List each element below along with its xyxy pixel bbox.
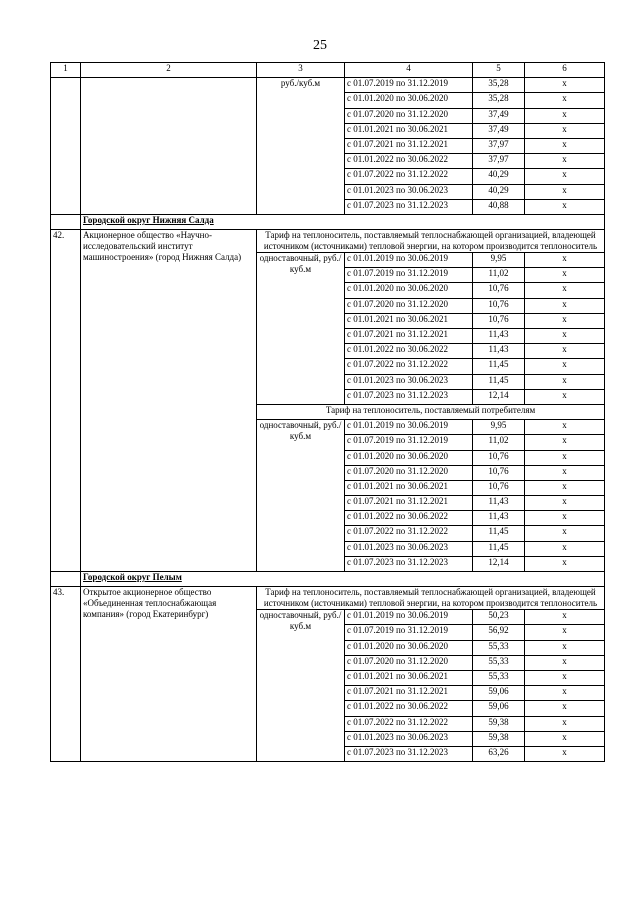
tariff-period: с 01.01.2023 по 30.06.2023 xyxy=(345,374,473,389)
tariff-value: 56,92 xyxy=(473,625,525,640)
tariff-mark: х xyxy=(525,253,605,268)
tariff-period: с 01.07.2021 по 31.12.2021 xyxy=(345,496,473,511)
tariff-period: с 01.07.2023 по 31.12.2023 xyxy=(345,746,473,761)
column-number: 5 xyxy=(473,63,525,78)
tariff-mark: х xyxy=(525,701,605,716)
tariff-value: 50,23 xyxy=(473,610,525,625)
tariff-value: 35,28 xyxy=(473,93,525,108)
tariff-period: с 01.07.2020 по 31.12.2020 xyxy=(345,298,473,313)
tariff-mark: х xyxy=(525,169,605,184)
tariff-header: Тариф на теплоноситель, поставляемый потребителям xyxy=(257,404,605,419)
tariff-mark: х xyxy=(525,746,605,761)
tariff-period: с 01.01.2022 по 30.06.2022 xyxy=(345,154,473,169)
tariff-period: с 01.01.2022 по 30.06.2022 xyxy=(345,701,473,716)
tariff-period: с 01.01.2020 по 30.06.2020 xyxy=(345,450,473,465)
tariff-period: с 01.01.2023 по 30.06.2023 xyxy=(345,541,473,556)
tariff-period: с 01.01.2021 по 30.06.2021 xyxy=(345,480,473,495)
entry-number: 43. xyxy=(51,587,81,762)
section-title: Городской округ Нижняя Салда xyxy=(81,214,605,229)
tariff-mark: х xyxy=(525,108,605,123)
tariff-value: 10,76 xyxy=(473,283,525,298)
column-number-row xyxy=(51,63,605,78)
column-number: 6 xyxy=(525,63,605,78)
entry-number: 42. xyxy=(51,230,81,572)
tariff-value: 37,97 xyxy=(473,138,525,153)
tariff-mark: х xyxy=(525,541,605,556)
tariff-period: с 01.01.2023 по 30.06.2023 xyxy=(345,184,473,199)
tariff-mark: х xyxy=(525,731,605,746)
tariff-mark: х xyxy=(525,154,605,169)
tariff-period: с 01.01.2020 по 30.06.2020 xyxy=(345,640,473,655)
tariff-period: с 01.01.2022 по 30.06.2022 xyxy=(345,511,473,526)
tariff-mark: х xyxy=(525,610,605,625)
section-title: Городской округ Пелым xyxy=(81,572,605,587)
tariff-period: с 01.07.2019 по 31.12.2019 xyxy=(345,78,473,93)
tariff-value: 37,49 xyxy=(473,108,525,123)
tariff-value: 11,43 xyxy=(473,344,525,359)
tariff-value: 59,06 xyxy=(473,701,525,716)
tariff-period: с 01.07.2019 по 31.12.2019 xyxy=(345,435,473,450)
section-number-cell xyxy=(51,572,81,587)
tariff-mark: х xyxy=(525,268,605,283)
page-number: 25 xyxy=(313,38,327,53)
tariff-value: 9,95 xyxy=(473,253,525,268)
section-row xyxy=(51,214,605,229)
tariff-value: 40,88 xyxy=(473,199,525,214)
tariff-period: с 01.01.2019 по 30.06.2019 xyxy=(345,253,473,268)
tariff-mark: х xyxy=(525,496,605,511)
tariff-value: 35,28 xyxy=(473,78,525,93)
tariff-mark: х xyxy=(525,670,605,685)
tariff-mark: х xyxy=(525,686,605,701)
section-row xyxy=(51,572,605,587)
tariff-unit: одноставочный, руб./куб.м xyxy=(257,610,345,762)
tariff-period: с 01.01.2021 по 30.06.2021 xyxy=(345,123,473,138)
tariff-period: с 01.07.2019 по 31.12.2019 xyxy=(345,268,473,283)
tariff-mark: х xyxy=(525,138,605,153)
organization-cell xyxy=(81,78,257,215)
tariff-table-body xyxy=(51,63,605,762)
tariff-period: с 01.07.2020 по 31.12.2020 xyxy=(345,108,473,123)
tariff-period: с 01.07.2023 по 31.12.2023 xyxy=(345,199,473,214)
tariff-value: 10,76 xyxy=(473,313,525,328)
tariff-period: с 01.07.2022 по 31.12.2022 xyxy=(345,169,473,184)
tariff-mark: х xyxy=(525,435,605,450)
tariff-mark: х xyxy=(525,420,605,435)
tariff-value: 37,49 xyxy=(473,123,525,138)
tariff-value: 10,76 xyxy=(473,480,525,495)
tariff-mark: х xyxy=(525,389,605,404)
tariff-mark: х xyxy=(525,313,605,328)
tariff-period: с 01.07.2022 по 31.12.2022 xyxy=(345,359,473,374)
tariff-value: 11,02 xyxy=(473,435,525,450)
tariff-header: Тариф на теплоноситель, поставляемый теплоснабжающей организацией, владеющей источником (источниками) тепловой энергии, на котором производится теплоноситель xyxy=(257,230,605,253)
tariff-value: 12,14 xyxy=(473,556,525,571)
tariff-value: 12,14 xyxy=(473,389,525,404)
tariff-mark: х xyxy=(525,511,605,526)
tariff-period: с 01.01.2020 по 30.06.2020 xyxy=(345,93,473,108)
tariff-value: 59,38 xyxy=(473,716,525,731)
tariff-value: 11,45 xyxy=(473,359,525,374)
tariff-period: с 01.07.2021 по 31.12.2021 xyxy=(345,138,473,153)
tariff-period: с 01.07.2022 по 31.12.2022 xyxy=(345,716,473,731)
tariff-period: с 01.07.2023 по 31.12.2023 xyxy=(345,389,473,404)
tariff-mark: х xyxy=(525,526,605,541)
tariff-value: 40,29 xyxy=(473,184,525,199)
tariff-period: с 01.07.2022 по 31.12.2022 xyxy=(345,526,473,541)
tariff-unit: одноставочный, руб./куб.м xyxy=(257,253,345,405)
tariff-period: с 01.01.2021 по 30.06.2021 xyxy=(345,670,473,685)
tariff-value: 11,45 xyxy=(473,374,525,389)
tariff-period: с 01.01.2019 по 30.06.2019 xyxy=(345,610,473,625)
tariff-unit: руб./куб.м xyxy=(257,78,345,215)
tariff-period: с 01.07.2020 по 31.12.2020 xyxy=(345,655,473,670)
tariff-mark: х xyxy=(525,78,605,93)
tariff-mark: х xyxy=(525,359,605,374)
tariff-mark: х xyxy=(525,556,605,571)
tariff-period: с 01.01.2020 по 30.06.2020 xyxy=(345,283,473,298)
tariff-value: 11,43 xyxy=(473,496,525,511)
tariff-period: с 01.01.2023 по 30.06.2023 xyxy=(345,731,473,746)
tariff-period: с 01.01.2022 по 30.06.2022 xyxy=(345,344,473,359)
tariff-mark: х xyxy=(525,329,605,344)
tariff-value: 9,95 xyxy=(473,420,525,435)
tariff-mark: х xyxy=(525,283,605,298)
tariff-period: с 01.01.2019 по 30.06.2019 xyxy=(345,420,473,435)
tariff-period: с 01.01.2021 по 30.06.2021 xyxy=(345,313,473,328)
tariff-value: 55,33 xyxy=(473,670,525,685)
tariff-mark: х xyxy=(525,344,605,359)
column-number: 4 xyxy=(345,63,473,78)
tariff-value: 11,43 xyxy=(473,329,525,344)
tariff-row xyxy=(51,78,605,93)
tariff-mark: х xyxy=(525,716,605,731)
organization-name: Открытое акционерное общество «Объединенная теплоснабжающая компания» (город Екатеринбург) xyxy=(81,587,257,762)
tariff-mark: х xyxy=(525,655,605,670)
column-number: 2 xyxy=(81,63,257,78)
tariff-value: 11,45 xyxy=(473,541,525,556)
tariff-value: 59,06 xyxy=(473,686,525,701)
tariff-value: 11,43 xyxy=(473,511,525,526)
tariff-value: 55,33 xyxy=(473,640,525,655)
tariff-mark: х xyxy=(525,640,605,655)
tariff-mark: х xyxy=(525,465,605,480)
tariff-mark: х xyxy=(525,298,605,313)
tariff-value: 11,02 xyxy=(473,268,525,283)
tariff-period: с 01.07.2023 по 31.12.2023 xyxy=(345,556,473,571)
column-number: 3 xyxy=(257,63,345,78)
tariff-mark: х xyxy=(525,450,605,465)
tariff-value: 63,26 xyxy=(473,746,525,761)
tariff-value: 37,97 xyxy=(473,154,525,169)
tariff-mark: х xyxy=(525,123,605,138)
tariff-mark: х xyxy=(525,199,605,214)
tariff-period: с 01.07.2021 по 31.12.2021 xyxy=(345,686,473,701)
tariff-value: 11,45 xyxy=(473,526,525,541)
tariff-header-row xyxy=(51,587,605,610)
tariff-period: с 01.07.2021 по 31.12.2021 xyxy=(345,329,473,344)
tariff-mark: х xyxy=(525,480,605,495)
section-number-cell xyxy=(51,214,81,229)
tariff-value: 55,33 xyxy=(473,655,525,670)
tariff-header-row xyxy=(51,230,605,253)
entry-number-cell xyxy=(51,78,81,215)
tariff-value: 40,29 xyxy=(473,169,525,184)
tariff-value: 10,76 xyxy=(473,465,525,480)
tariff-mark: х xyxy=(525,93,605,108)
tariff-period: с 01.07.2019 по 31.12.2019 xyxy=(345,625,473,640)
tariff-table xyxy=(50,62,605,762)
tariff-unit: одноставочный, руб./куб.м xyxy=(257,420,345,572)
tariff-mark: х xyxy=(525,625,605,640)
tariff-value: 10,76 xyxy=(473,298,525,313)
tariff-header: Тариф на теплоноситель, поставляемый теплоснабжающей организацией, владеющей источником (источниками) тепловой энергии, на котором производится теплоноситель xyxy=(257,587,605,610)
tariff-period: с 01.07.2020 по 31.12.2020 xyxy=(345,465,473,480)
tariff-mark: х xyxy=(525,374,605,389)
tariff-mark: х xyxy=(525,184,605,199)
tariff-value: 59,38 xyxy=(473,731,525,746)
tariff-value: 10,76 xyxy=(473,450,525,465)
organization-name: Акционерное общество «Научно-исследовательский институт машиностроения» (город Нижняя Салда) xyxy=(81,230,257,572)
column-number: 1 xyxy=(51,63,81,78)
